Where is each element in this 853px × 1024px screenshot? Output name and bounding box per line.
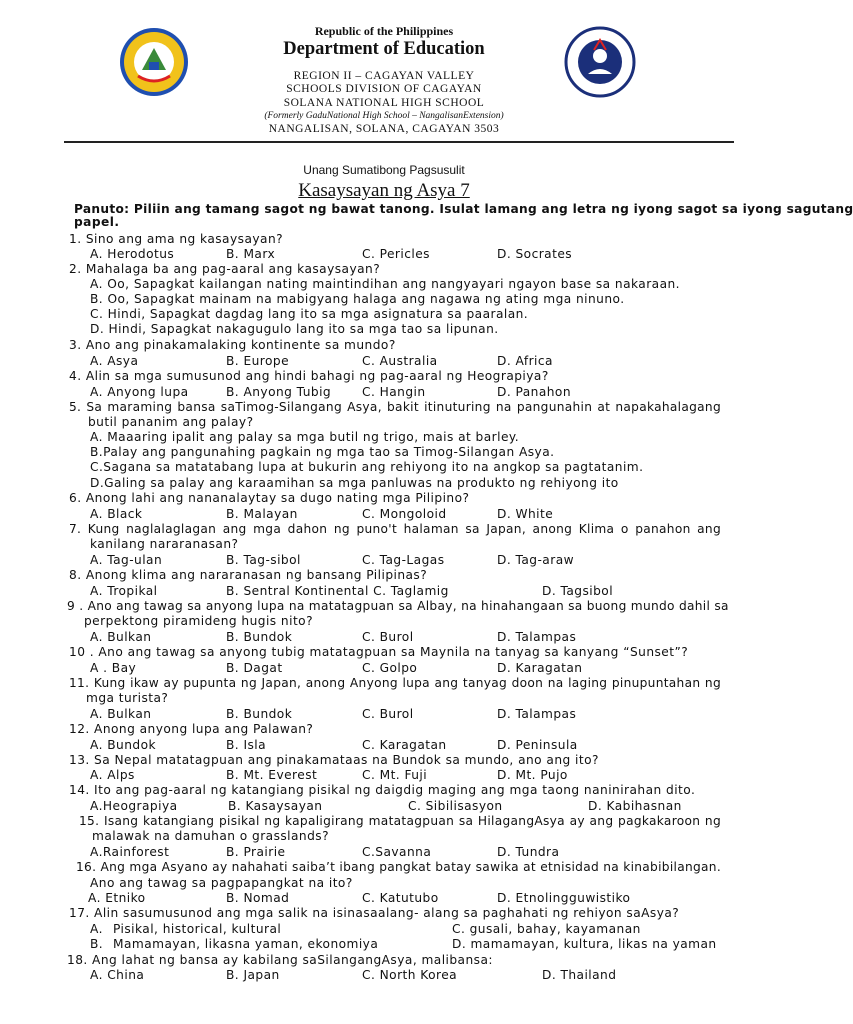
q4-choice-b: B. Anyong Tubig xyxy=(226,385,332,399)
question-10: 10 . Ano ang tawag sa anyong tubig matatagpuan sa Maynila na tanyag sa kanyang “Sunset”? xyxy=(69,645,689,659)
question-7-line-1: 7. Kung naglalaglagan ang mga dahon ng puno't halaman sa Japan, anong Klima o panahon ang xyxy=(69,522,721,536)
q17-choice-d: D. mamamayan, kultura, likas na yaman xyxy=(452,937,717,951)
republic-line: Republic of the Philippines xyxy=(314,24,454,38)
question-16-line-2: Ano ang tawag sa pagpapangkat na ito? xyxy=(90,876,353,890)
q13-choice-a: A. Alps xyxy=(90,768,135,782)
formerly-line: (Formerly GaduNational High School – NangalisanExtension) xyxy=(264,111,504,121)
question-9-line-1: 9 . Ano ang tawag sa anyong lupa na matatagpuan sa Albay, na hinahangaan sa buong mundo dahil sa xyxy=(67,599,729,613)
question-15-line-1: 15. Isang katangiang pisikal ng kapaligirang matatagpuan sa HilagangAsya ay ang pagkakaroon ng xyxy=(79,814,721,828)
exam-title: Kasaysayan ng Asya 7 xyxy=(298,180,470,201)
q5-choice-c: C.Sagana sa matatabang lupa at bukurin ang rehiyong ito na angkop sa pagtatanim. xyxy=(90,460,644,474)
question-12: 12. Anong anyong lupa ang Palawan? xyxy=(69,722,314,736)
q17-choice-c: C. gusali, bahay, kayamanan xyxy=(452,922,641,936)
q10-choice-b: B. Dagat xyxy=(226,661,283,675)
q13-choice-b: B. Mt. Everest xyxy=(226,768,318,782)
q3-choice-c: C. Australia xyxy=(362,354,438,368)
q7-choice-c: C. Tag-Lagas xyxy=(362,553,445,567)
q10-choice-c: C. Golpo xyxy=(362,661,418,675)
q2-choice-d: D. Hindi, Sapagkat nakagugulo lang ito sa mga tao sa lipunan. xyxy=(90,322,499,336)
q16-choice-a: A. Etniko xyxy=(88,891,146,905)
q17-choice-b-letter: B. xyxy=(90,937,104,951)
q7-choice-d: D. Tag-araw xyxy=(497,553,575,567)
school-line: SOLANA NATIONAL HIGH SCHOOL xyxy=(283,97,485,109)
q1-choice-b: B. Marx xyxy=(226,247,276,261)
q6-choice-d: D. White xyxy=(497,507,554,521)
q5-choice-b: B.Palay ang pangunahing pagkain ng mga tao sa Timog-Silangan Asya. xyxy=(90,445,555,459)
question-13: 13. Sa Nepal matatagpuan ang pinakamataas na Bundok sa mundo, ano ang ito? xyxy=(69,753,599,767)
region-line: REGION II – CAGAYAN VALLEY xyxy=(293,70,475,82)
q6-choice-c: C. Mongoloid xyxy=(362,507,447,521)
question-11-line-1: 11. Kung ikaw ay pupunta ng Japan, anong Anyong lupa ang tanyag doon na laging pinupuntahan ng xyxy=(69,676,721,690)
q4-choice-c: C. Hangin xyxy=(362,385,426,399)
q9-choice-c: C. Burol xyxy=(362,630,414,644)
q12-choice-c: C. Karagatan xyxy=(362,738,447,752)
q13-choice-c: C. Mt. Fuji xyxy=(362,768,428,782)
q8-choice-bc: B. Sentral Kontinental C. Taglamig xyxy=(226,584,449,598)
q18-choice-d: D. Thailand xyxy=(542,968,617,982)
question-2: 2. Mahalaga ba ang pag-aaral ang kasaysayan? xyxy=(69,262,381,276)
q5-choice-d: D.Galing sa palay ang karaamihan sa mga panluwas na produkto ng rehiyong ito xyxy=(90,476,619,490)
q6-choice-b: B. Malayan xyxy=(226,507,298,521)
q11-choice-a: A. Bulkan xyxy=(90,707,152,721)
q12-choice-b: B. Isla xyxy=(226,738,267,752)
q17-choice-b: Mamamayan, likasna yaman, ekonomiya xyxy=(113,937,379,951)
question-16-line-1: 16. Ang mga Asyano ay nahahati saiba’t ibang pangkat batay sawika at etnisidad na kinabibilangan. xyxy=(76,860,721,874)
q14-choice-a: A.Heograpiya xyxy=(90,799,178,813)
q16-choice-d: D. Etnolingguwistiko xyxy=(497,891,631,905)
q2-choice-a: A. Oo, Sapagkat kailangan nating maintindihan ang nangyayari ngayon base sa nakaraan. xyxy=(90,277,681,291)
question-6: 6. Anong lahi ang nananalaytay sa dugo nating mga Pilipino? xyxy=(69,491,470,505)
q11-choice-d: D. Talampas xyxy=(497,707,577,721)
address-line: NANGALISAN, SOLANA, CAGAYAN 3503 xyxy=(268,123,500,135)
q15-choice-a: A.Rainforest xyxy=(90,845,170,859)
question-8: 8. Anong klima ang nararanasan ng bansang Pilipinas? xyxy=(69,568,428,582)
q2-choice-b: B. Oo, Sapagkat mainam na mabigyang halaga ang nagawa ng ating mga ninuno. xyxy=(90,292,625,306)
q11-choice-c: C. Burol xyxy=(362,707,414,721)
q16-choice-c: C. Katutubo xyxy=(362,891,439,905)
q7-choice-b: B. Tag-sibol xyxy=(226,553,301,567)
q5-choice-a: A. Maaaring ipalit ang palay sa mga butil ng trigo, mais at barley. xyxy=(90,430,520,444)
q8-choice-a: A. Tropikal xyxy=(90,584,158,598)
question-5-line-2: butil pananim ang palay? xyxy=(88,415,254,429)
q17-choice-a: Pisikal, historical, kultural xyxy=(113,922,282,936)
q1-choice-d: D. Socrates xyxy=(497,247,573,261)
q4-choice-d: D. Panahon xyxy=(497,385,572,399)
q13-choice-d: D. Mt. Pujo xyxy=(497,768,568,782)
exam-subtitle: Unang Sumatibong Pagsusulit xyxy=(303,163,465,177)
q15-choice-b: B. Prairie xyxy=(226,845,286,859)
q9-choice-b: B. Bundok xyxy=(226,630,293,644)
q17-choice-a-letter: A. xyxy=(90,922,103,936)
q14-choice-b: B. Kasaysayan xyxy=(228,799,323,813)
question-1: 1. Sino ang ama ng kasaysayan? xyxy=(69,232,284,246)
q10-choice-a: A . Bay xyxy=(90,661,137,675)
q11-choice-b: B. Bundok xyxy=(226,707,293,721)
question-11-line-2: mga turista? xyxy=(86,691,169,705)
q12-choice-a: A. Bundok xyxy=(90,738,156,752)
q18-choice-a: A. China xyxy=(90,968,145,982)
q6-choice-a: A. Black xyxy=(90,507,143,521)
q14-choice-c: C. Sibilisasyon xyxy=(408,799,503,813)
question-18: 18. Ang lahat ng bansa ay kabilang saSilangangAsya, malibansa: xyxy=(67,953,493,967)
q10-choice-d: D. Karagatan xyxy=(497,661,583,675)
q12-choice-d: D. Peninsula xyxy=(497,738,578,752)
q4-choice-a: A. Anyong lupa xyxy=(90,385,189,399)
q16-choice-b: B. Nomad xyxy=(226,891,290,905)
q15-choice-c: C.Savanna xyxy=(362,845,432,859)
q18-choice-b: B. Japan xyxy=(226,968,280,982)
question-7-line-2: kanilang nararanasan? xyxy=(90,537,239,551)
question-17: 17. Alin sasumusunod ang mga salik na isinasaalang- alang sa paghahati ng rehiyon saAsya? xyxy=(69,906,680,920)
question-9-line-2: perpektong piramideng hugis nito? xyxy=(84,614,313,628)
q18-choice-c: C. North Korea xyxy=(362,968,458,982)
instructions-line-2: papel. xyxy=(74,215,120,229)
question-5-line-1: 5. Sa maraming bansa saTimog-Silangang Asya, bakit itinuturing na pangunahin at napakahalagang xyxy=(69,400,721,414)
department-title: Department of Education xyxy=(283,39,485,59)
q2-choice-c: C. Hindi, Sapagkat dagdag lang ito sa mga asignatura sa paaralan. xyxy=(90,307,529,321)
header-divider xyxy=(64,141,734,143)
question-14: 14. Ito ang pag-aaral ng katangiang pisikal ng daigdig maging ang mga taong naninirahan dito. xyxy=(69,783,696,797)
q8-choice-d: D. Tagsibol xyxy=(542,584,614,598)
q3-choice-a: A. Asya xyxy=(90,354,139,368)
division-line: SCHOOLS DIVISION OF CAGAYAN xyxy=(286,83,482,95)
q15-choice-d: D. Tundra xyxy=(497,845,560,859)
q14-choice-d: D. Kabihasnan xyxy=(588,799,682,813)
question-3: 3. Ano ang pinakamalaking kontinente sa mundo? xyxy=(69,338,396,352)
q7-choice-a: A. Tag-ulan xyxy=(90,553,163,567)
question-4: 4. Alin sa mga sumusunod ang hindi bahagi ng pag-aaral ng Heograpiya? xyxy=(69,369,549,383)
q1-choice-a: A. Herodotus xyxy=(90,247,175,261)
q3-choice-d: D. Africa xyxy=(497,354,553,368)
q1-choice-c: C. Pericles xyxy=(362,247,430,261)
question-15-line-2: malawak na damuhan o grasslands? xyxy=(92,829,330,843)
q9-choice-d: D. Talampas xyxy=(497,630,577,644)
q9-choice-a: A. Bulkan xyxy=(90,630,152,644)
instructions-line-1: Panuto: Piliin ang tamang sagot ng bawat tanong. Isulat lamang ang letra ng iyong sagot sa iyong sagutang xyxy=(74,202,853,216)
q3-choice-b: B. Europe xyxy=(226,354,290,368)
